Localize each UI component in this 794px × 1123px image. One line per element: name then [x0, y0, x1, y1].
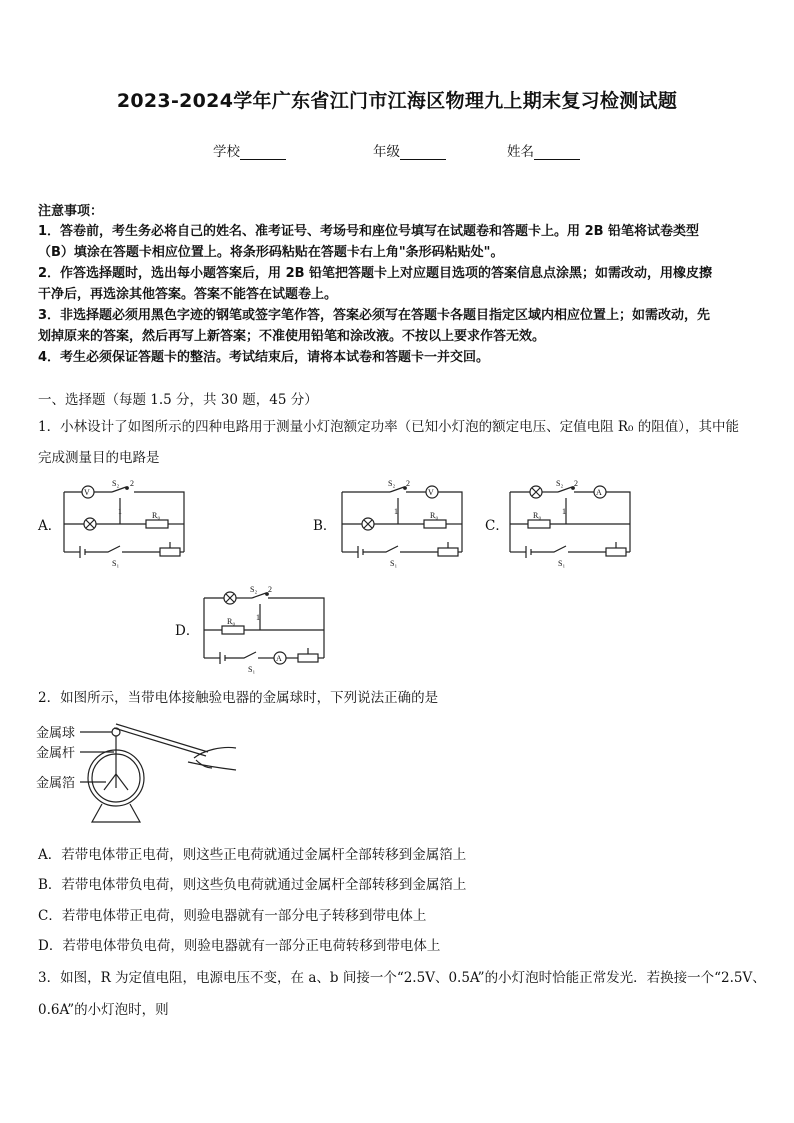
q1-stem-line2: 完成测量目的电路是 — [38, 450, 160, 466]
resistor-r0-label: R₀ — [430, 511, 439, 520]
switch-s1-label: S₁ — [390, 559, 398, 568]
notice-line: 干净后，再选涂其他答案。答案不能答在试题卷上。 — [38, 287, 338, 302]
resistor-r0-label: R₀ — [533, 511, 542, 520]
circuit-diagram-b — [338, 474, 468, 572]
switch-s1-label: S₁ — [558, 559, 566, 568]
section-heading: 一、选择题（每题 1.5 分，共 30 题，45 分） — [38, 392, 318, 408]
q2-option-d[interactable]: D．若带电体带负电荷，则验电器就有一部分正电荷转移到带电体上 — [38, 938, 441, 954]
switch-pos-2-label: 2 — [574, 479, 578, 488]
label-metal-ball: 金属球 — [36, 725, 76, 740]
grade-field — [373, 140, 446, 160]
q2-stem: 2．如图所示，当带电体接触验电器的金属球时，下列说法正确的是 — [38, 690, 439, 706]
q1-stem-line1: 1．小林设计了如图所示的四种电路用于测量小灯泡额定功率（已知小灯泡的额定电压、定值电阻 R₀ 的阻值），其中能 — [38, 419, 739, 435]
voltmeter-symbol-label: V — [428, 488, 434, 497]
resistor-r0-label: R₀ — [152, 511, 161, 520]
q3-stem-line1: 3．如图，R 为定值电阻，电源电压不变，在 a、b 间接一个“2.5V、0.5A”的小灯泡时恰能正常发光．若换接一个“2.5V、 — [38, 970, 766, 986]
name-field — [507, 140, 580, 160]
switch-s2-label: S₂ — [388, 479, 396, 488]
school-blank — [240, 145, 286, 160]
switch-s2-label: S₂ — [112, 479, 120, 488]
notice-line: 4．考生必须保证答题卡的整洁。考试结束后，请将本试卷和答题卡一并交回。 — [38, 350, 490, 365]
electroscope-figure — [36, 718, 246, 828]
switch-pos-1-label: 1 — [394, 507, 398, 516]
switch-pos-2-label: 2 — [406, 479, 410, 488]
switch-s1-label: S₁ — [112, 559, 120, 568]
switch-pos-1-label: 1 — [562, 507, 566, 516]
notice-line: 1．答卷前，考生务必将自己的姓名、准考证号、考场号和座位号填写在试题卷和答题卡上。用 2B 铅笔将试卷类型 — [38, 224, 700, 239]
ammeter-symbol-label: A — [276, 654, 282, 663]
ammeter-symbol-label: A — [596, 488, 602, 497]
circuit-diagram-a — [60, 474, 190, 572]
notice-line: 3．非选择题必须用黑色字迹的钢笔或签字笔作答，答案必须写在答题卡各题目指定区域内相应位置上；如需改动，先 — [38, 308, 711, 323]
switch-pos-2-label: 2 — [130, 479, 134, 488]
switch-s2-label: S₂ — [556, 479, 564, 488]
circuit-diagram-d — [200, 580, 330, 678]
voltmeter-symbol-label: V — [84, 488, 90, 497]
label-metal-foil: 金属箔 — [36, 775, 76, 790]
q2-option-b[interactable]: B．若带电体带负电荷，则这些负电荷就通过金属杆全部转移到金属箔上 — [38, 877, 467, 893]
label-metal-rod: 金属杆 — [36, 745, 76, 760]
grade-label: 年级 — [373, 144, 400, 160]
switch-s1-label: S₁ — [248, 665, 256, 674]
q1-option-c-label[interactable]: C． — [485, 518, 509, 534]
notice-heading: 注意事项： — [38, 204, 104, 219]
q2-option-a[interactable]: A．若带电体带正电荷，则这些正电荷就通过金属杆全部转移到金属箔上 — [38, 847, 467, 863]
switch-pos-1-label: 1 — [118, 507, 122, 516]
q2-option-c[interactable]: C．若带电体带正电荷，则验电器就有一部分电子转移到带电体上 — [38, 908, 427, 924]
name-label: 姓名 — [507, 144, 534, 160]
notice-line: 划掉原来的答案，然后再写上新答案；不准使用铅笔和涂改液。不按以上要求作答无效。 — [38, 329, 546, 344]
circuit-diagram-c — [506, 474, 636, 572]
name-blank — [534, 145, 580, 160]
switch-pos-2-label: 2 — [268, 585, 272, 594]
switch-pos-1-label: 1 — [256, 613, 260, 622]
q3-stem-line2: 0.6A”的小灯泡时，则 — [38, 1002, 169, 1018]
notice-line: 2．作答选择题时，选出每小题答案后，用 2B 铅笔把答题卡上对应题目选项的答案信息点涂黑；如需改动，用橡皮擦 — [38, 266, 713, 281]
school-label: 学校 — [213, 144, 240, 160]
school-field — [213, 140, 286, 160]
resistor-r0-label: R₀ — [227, 617, 236, 626]
switch-s2-label: S₂ — [250, 585, 258, 594]
q1-option-a-label[interactable]: A． — [38, 518, 62, 534]
q1-option-b-label[interactable]: B． — [313, 518, 337, 534]
page-title: 2023-2024学年广东省江门市江海区物理九上期末复习检测试题 — [116, 90, 678, 112]
notice-line: （B）填涂在答题卡相应位置上。将条形码粘贴在答题卡右上角"条形码粘贴处"。 — [38, 245, 504, 260]
q1-option-d-label[interactable]: D． — [175, 623, 200, 639]
grade-blank — [400, 145, 446, 160]
